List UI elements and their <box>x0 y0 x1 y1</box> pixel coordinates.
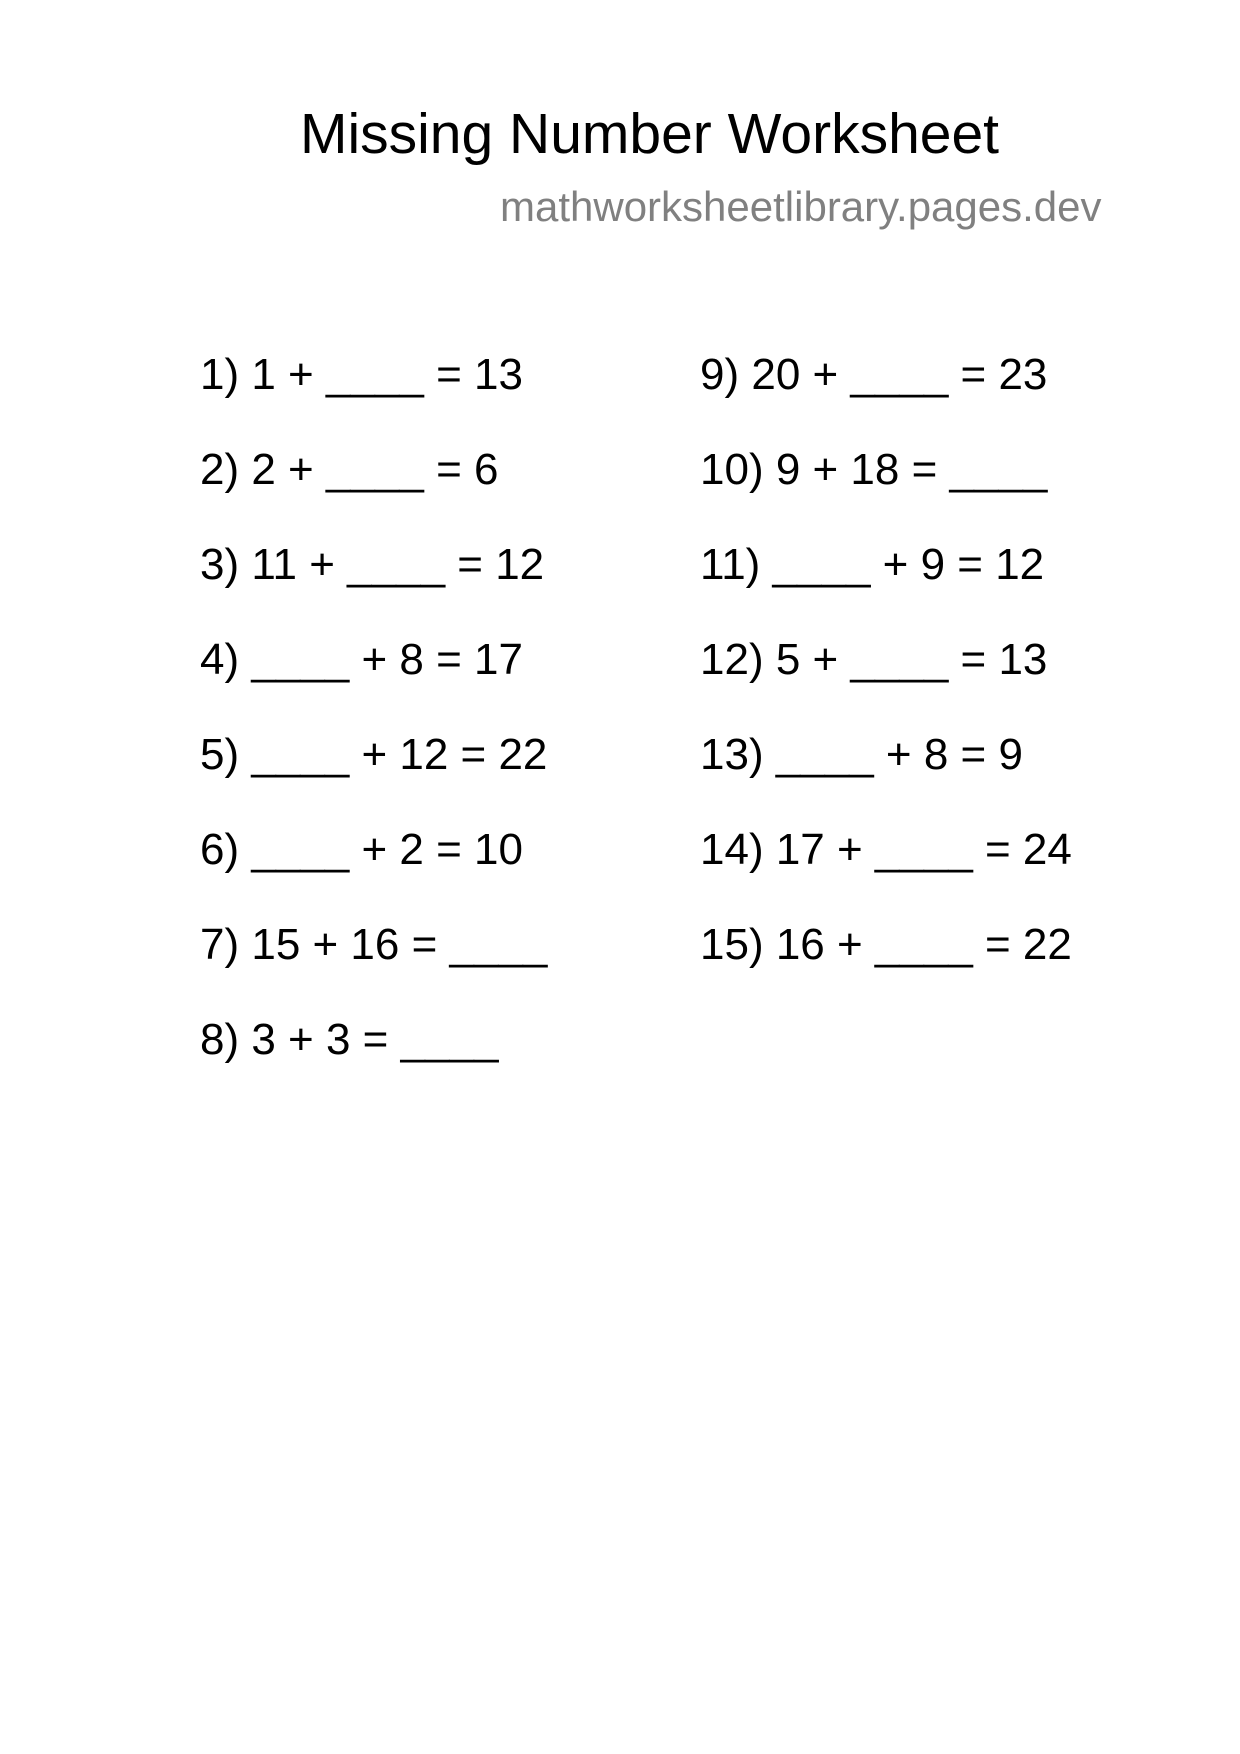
problem-13: 13) ____ + 8 = 9 <box>700 730 1023 779</box>
problem-15: 15) 16 + ____ = 22 <box>700 920 1072 969</box>
problem-2: 2) 2 + ____ = 6 <box>200 445 499 494</box>
worksheet-title: Missing Number Worksheet <box>300 102 1000 166</box>
problem-6: 6) ____ + 2 = 10 <box>200 825 523 874</box>
problem-9: 9) 20 + ____ = 23 <box>700 350 1048 399</box>
problem-1: 1) 1 + ____ = 13 <box>200 350 523 399</box>
problems-column-right <box>700 348 1072 1013</box>
problem-8: 8) 3 + 3 = ____ <box>200 1015 499 1064</box>
worksheet-source: mathworksheetlibrary.pages.dev <box>500 183 1102 230</box>
problem-10: 10) 9 + 18 = ____ <box>700 445 1048 494</box>
problems-column-left <box>200 348 547 1108</box>
problem-7: 7) 15 + 16 = ____ <box>200 920 548 969</box>
problem-5: 5) ____ + 12 = 22 <box>200 730 548 779</box>
problem-14: 14) 17 + ____ = 24 <box>700 825 1072 874</box>
problem-3: 3) 11 + ____ = 12 <box>200 540 545 589</box>
problem-11: 11) ____ + 9 = 12 <box>700 540 1045 589</box>
problem-12: 12) 5 + ____ = 13 <box>700 635 1048 684</box>
problem-4: 4) ____ + 8 = 17 <box>200 635 523 684</box>
